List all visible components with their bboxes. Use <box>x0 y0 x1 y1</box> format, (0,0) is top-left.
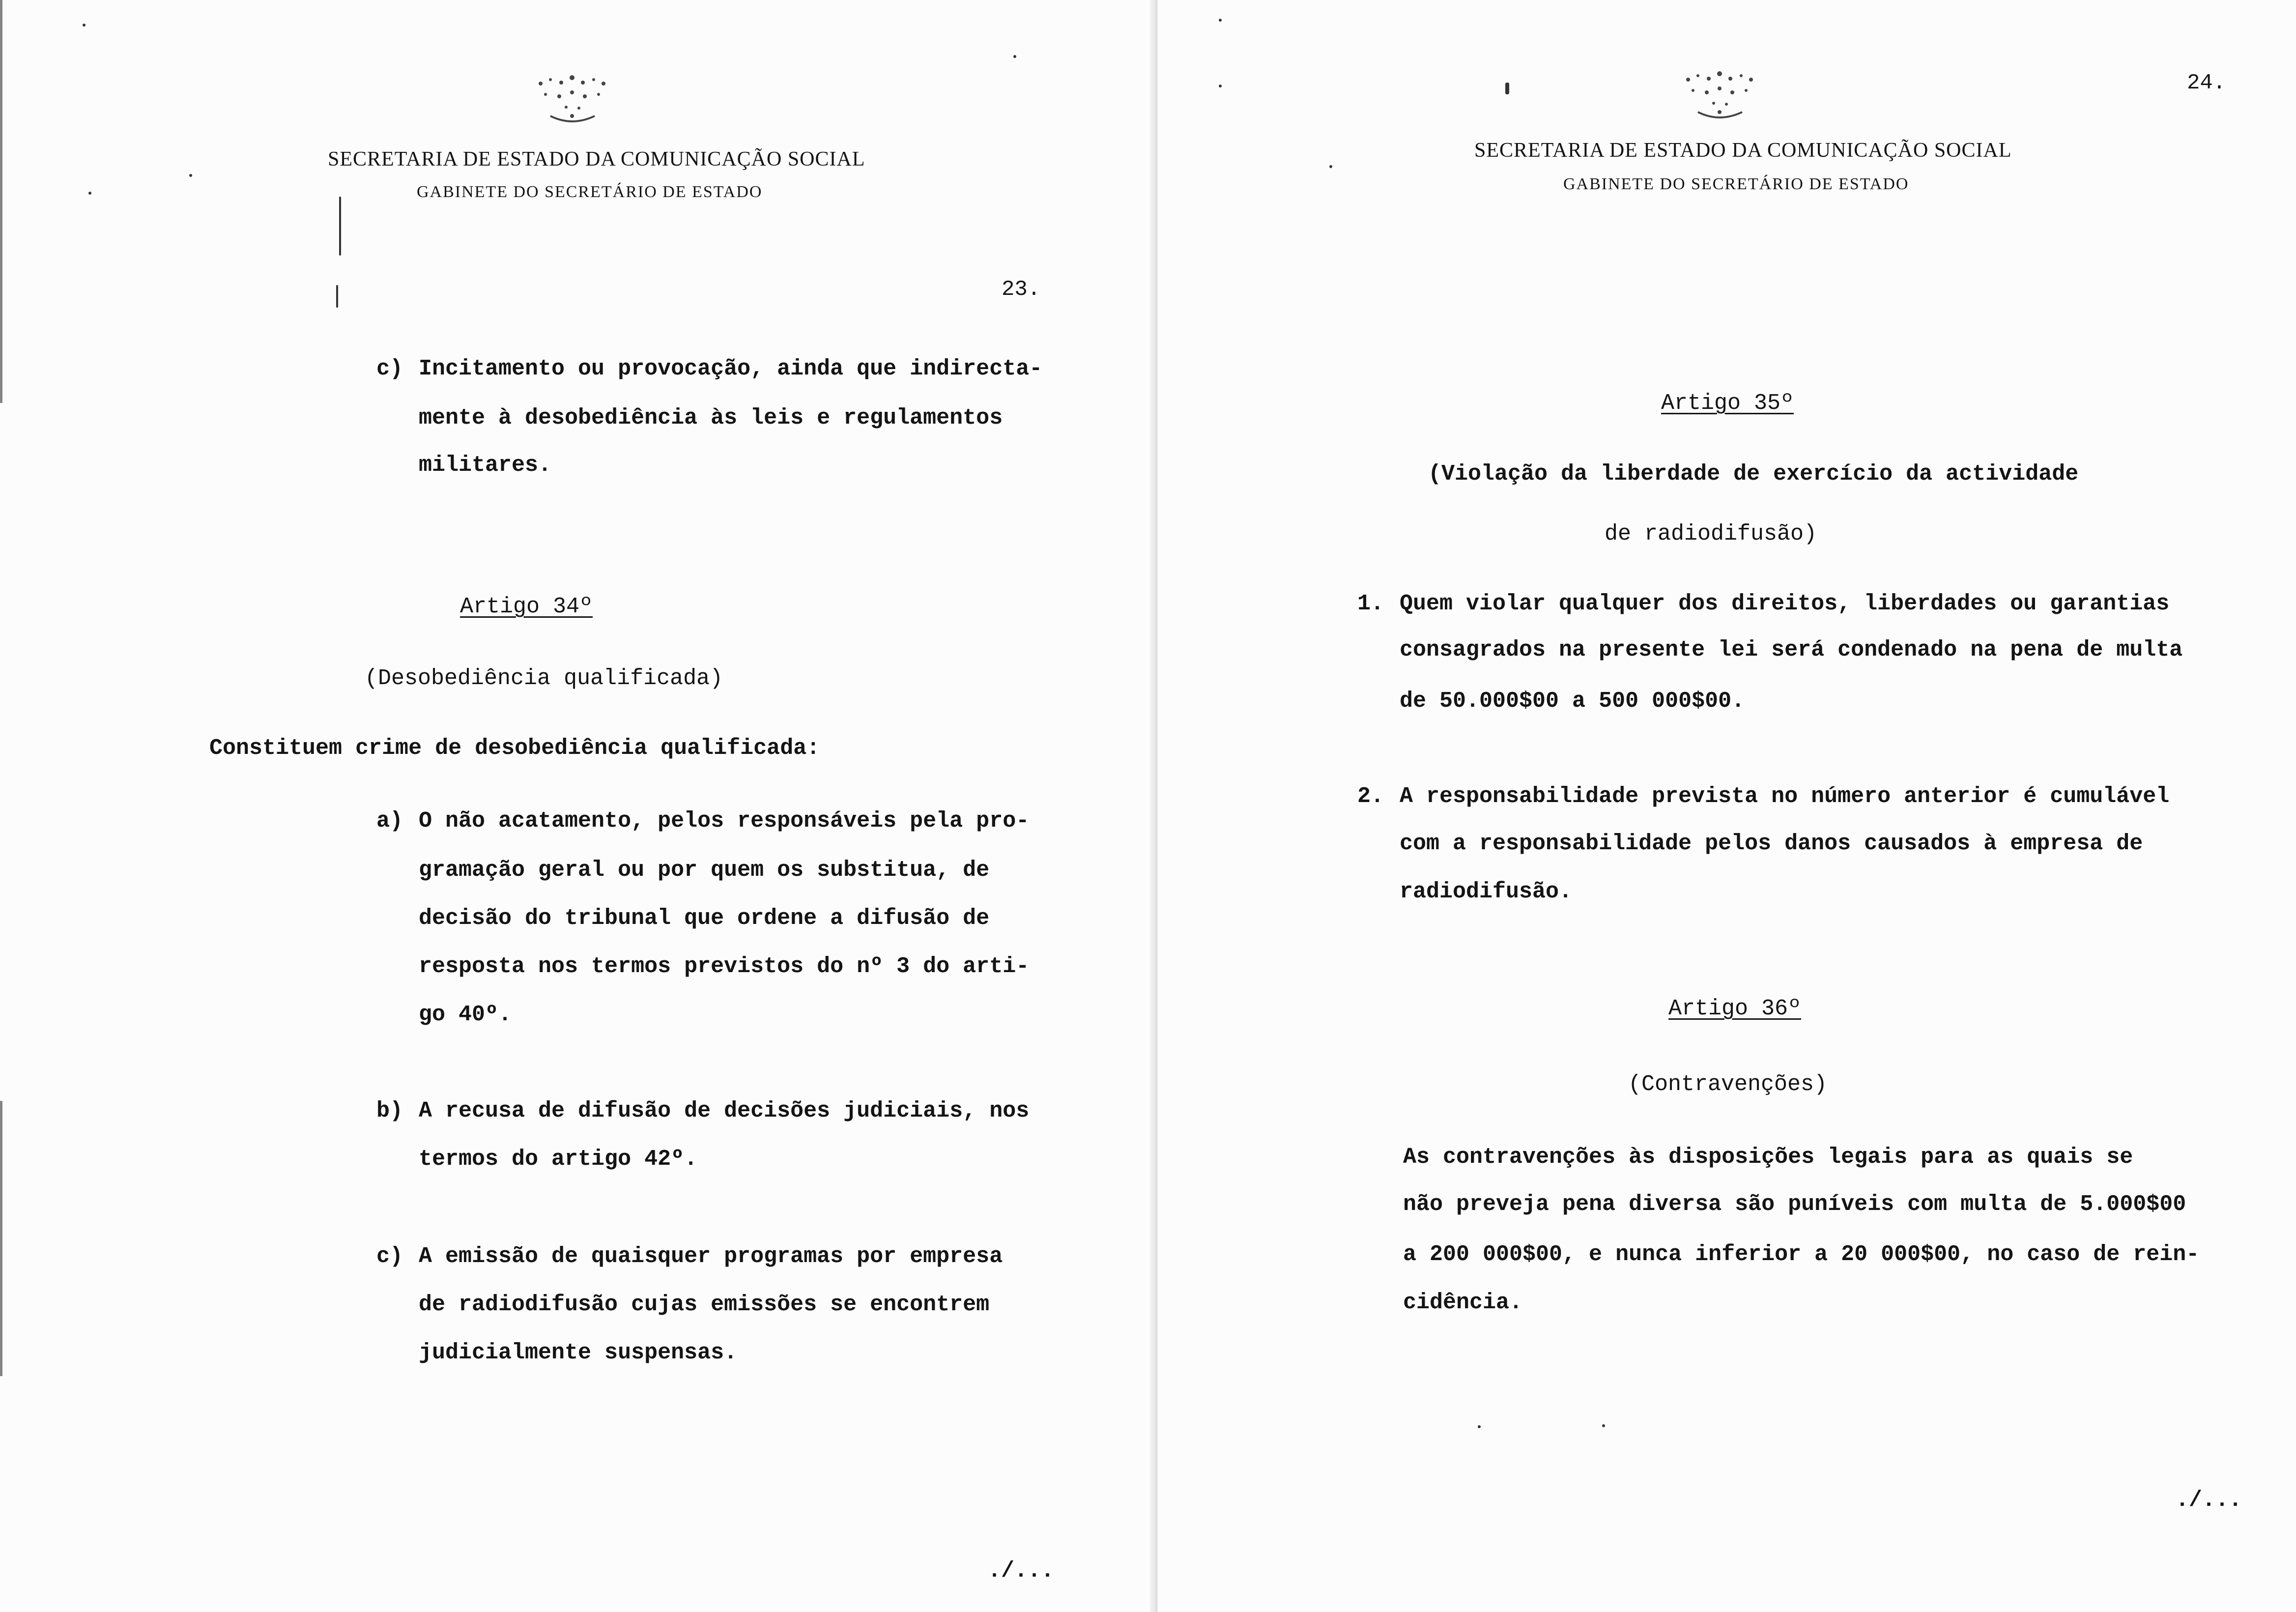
coat-of-arms-seal <box>1668 65 1772 124</box>
continuation-mark: ./... <box>2176 1488 2242 1513</box>
paragraph-line: não preveja pena diversa são puníveis com multa de 5.000$00 <box>1403 1192 2186 1217</box>
item-marker: c) <box>376 1244 403 1269</box>
item-text-line: A emissão de quaisquer programas por empresa <box>419 1244 1003 1269</box>
scan-speck <box>1602 1424 1605 1427</box>
item-text-line: go 40º. <box>419 1002 512 1027</box>
continuation-mark: ./... <box>988 1558 1055 1583</box>
item-text-line: O não acatamento, pelos responsáveis pela pro- <box>419 808 1030 834</box>
article-intro: Constituem crime de desobediência qualificada: <box>209 736 820 761</box>
office-subheader: GABINETE DO SECRETÁRIO DE ESTADO <box>417 183 763 201</box>
item-text-line: judicialmente suspensas. <box>419 1340 738 1365</box>
scan-speck <box>1478 1425 1481 1428</box>
item-marker: 2. <box>1357 784 1384 809</box>
paragraph-line: cidência. <box>1403 1290 1523 1315</box>
page-edge-shadow <box>0 1101 2 1376</box>
item-text-line: com a responsabilidade pelos danos causados à empresa de <box>1400 831 2143 856</box>
scan-speck <box>88 192 91 195</box>
item-marker: 1. <box>1357 591 1384 616</box>
item-marker: c) <box>376 356 403 381</box>
item-text-line: militares. <box>419 453 552 478</box>
item-text-line: termos do artigo 42º. <box>419 1147 698 1172</box>
scan-speck <box>1505 83 1509 94</box>
paragraph-line: As contravenções às disposições legais para as quais se <box>1403 1145 2133 1170</box>
item-marker: a) <box>376 808 403 834</box>
scan-speck <box>1219 19 1222 22</box>
scan-speck <box>1013 55 1016 58</box>
page-edge-shadow <box>0 0 2 403</box>
article-subtitle-line: de radiodifusão) <box>1605 521 1817 547</box>
page-number: 23. <box>1002 277 1041 302</box>
item-text-line: decisão do tribunal que ordene a difusão de <box>419 906 990 931</box>
page-number: 24. <box>2187 71 2226 95</box>
scan-speck <box>83 24 86 27</box>
item-marker: b) <box>376 1098 403 1123</box>
item-text-line: Incitamento ou provocação, ainda que indirecta- <box>419 356 1043 381</box>
item-text-line: A recusa de difusão de decisões judiciais, nos <box>419 1098 1030 1123</box>
scan-speck <box>1219 85 1222 87</box>
right-page <box>1157 0 2296 1612</box>
scan-speck <box>336 285 338 308</box>
ministry-header: SECRETARIA DE ESTADO DA COMUNICAÇÃO SOCIAL <box>1474 139 2012 162</box>
article-title: Artigo 34º <box>460 594 593 619</box>
item-text-line: mente à desobediência às leis e regulamentos <box>419 405 1003 431</box>
article-subtitle-line: (Violação da liberdade de exercício da actividade <box>1428 461 2079 487</box>
item-text-line: radiodifusão. <box>1400 879 1573 904</box>
item-text-line: resposta nos termos previstos do nº 3 do arti- <box>419 954 1030 979</box>
item-text-line: gramação geral ou por quem os substitua, de <box>419 858 990 883</box>
article-title: Artigo 35º <box>1661 391 1794 416</box>
article-title: Artigo 36º <box>1668 996 1802 1021</box>
item-text-line: de radiodifusão cujas emissões se encontrem <box>419 1292 990 1317</box>
item-text-line: de 50.000$00 a 500 000$00. <box>1400 689 1745 714</box>
scan-speck <box>189 174 192 177</box>
paragraph-line: a 200 000$00, e nunca inferior a 20 000$00, no caso de rein- <box>1403 1242 2200 1267</box>
article-subtitle: (Desobediência qualificada) <box>365 666 723 691</box>
ministry-header: SECRETARIA DE ESTADO DA COMUNICAÇÃO SOCIAL <box>328 148 865 171</box>
item-text-line: consagrados na presente lei será condenado na pena de multa <box>1400 637 2183 662</box>
item-text-line: A responsabilidade prevista no número anterior é cumulável <box>1400 784 2170 809</box>
scan-speck <box>1329 165 1332 168</box>
article-subtitle: (Contravenções) <box>1628 1072 1828 1097</box>
office-subheader: GABINETE DO SECRETÁRIO DE ESTADO <box>1563 175 1909 193</box>
item-text-line: Quem violar qualquer dos direitos, liberdades ou garantias <box>1400 591 2170 616</box>
coat-of-arms-seal <box>521 69 624 128</box>
scan-speck <box>339 197 341 256</box>
